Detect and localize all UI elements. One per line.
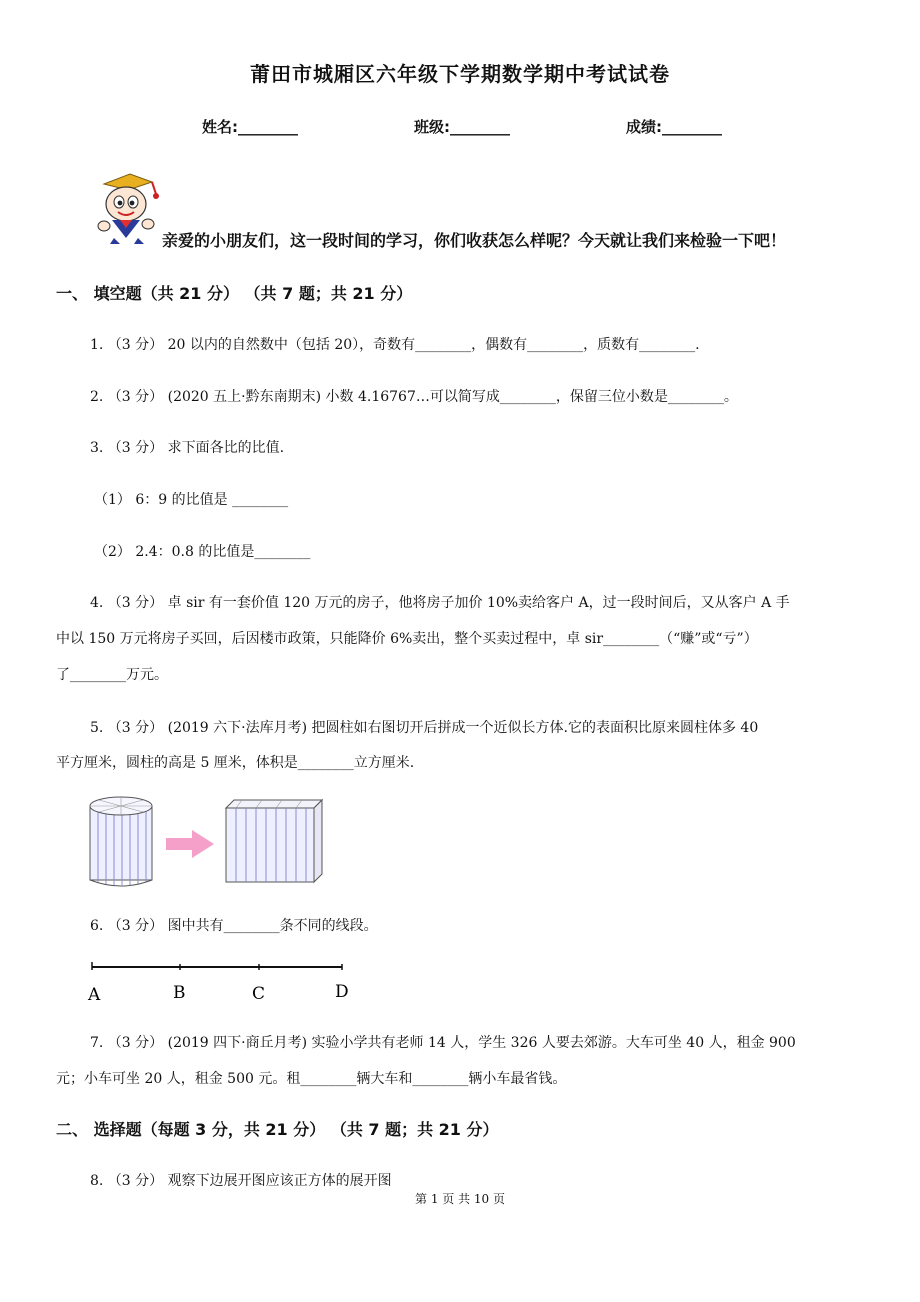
point-d-label: D — [335, 982, 349, 1002]
question-4-line-1: 4. （3 分） 卓 sir 有一套价值 120 万元的房子，他将房子加价 10%卖给客户 A，过一段时间后，又从客户 A 手 — [90, 595, 790, 611]
score-field-label: 成绩:________ — [626, 118, 722, 136]
question-3-part-1: （1） 6：9 的比值是 ________ — [94, 492, 289, 508]
question-4-line-3: 了________万元。 — [56, 667, 168, 683]
question-3: 3. （3 分） 求下面各比的比值. — [90, 440, 285, 456]
question-5-line-1: 5. （3 分） (2019 六下·法库月考) 把圆柱如右图切开后拼成一个近似长方体.它的表面积比原来圆柱体多 40 — [90, 720, 759, 736]
page-footer: 第 1 页 共 10 页 — [415, 1192, 505, 1206]
page-title: 莆田市城厢区六年级下学期数学期中考试试卷 — [250, 62, 670, 86]
class-field-label: 班级:________ — [414, 118, 510, 136]
point-c-label: C — [252, 984, 266, 1004]
section-fill-blank-title: 一、 填空题（共 21 分） （共 7 题；共 21 分） — [56, 284, 413, 303]
mascot-illustration — [90, 168, 164, 244]
cylinder-shape — [90, 797, 152, 886]
question-8: 8. （3 分） 观察下边展开图应该正方体的展开图 — [90, 1173, 392, 1189]
question-6: 6. （3 分） 图中共有________条不同的线段。 — [90, 918, 378, 934]
question-1: 1. （3 分） 20 以内的自然数中（包括 20），奇数有________，偶数有________，质数有________. — [90, 337, 700, 353]
cylinder-cuboid-figure — [86, 792, 326, 890]
cuboid-shape — [226, 800, 322, 882]
name-field-label: 姓名:________ — [202, 118, 298, 136]
question-7-line-1: 7. （3 分） (2019 四下·商丘月考) 实验小学共有老师 14 人，学生 326 人要去郊游。大车可坐 40 人，租金 900 — [90, 1035, 796, 1051]
section-multiple-choice-title: 二、 选择题（每题 3 分，共 21 分） （共 7 题；共 21 分） — [56, 1120, 499, 1139]
question-3-part-2: （2） 2.4：0.8 的比值是________ — [94, 544, 311, 560]
point-b-label: B — [173, 983, 186, 1003]
question-5-line-2: 平方厘米，圆柱的高是 5 厘米，体积是________立方厘米. — [56, 755, 415, 771]
point-a-label: A — [88, 985, 101, 1005]
arrow-shape — [166, 830, 214, 858]
greeting-text: 亲爱的小朋友们，这一段时间的学习，你们收获怎么样呢？今天就让我们来检验一下吧！ — [162, 231, 787, 250]
question-7-line-2: 元；小车可坐 20 人，租金 500 元。租________辆大车和________辆小车最省钱。 — [56, 1071, 567, 1087]
question-4-line-2: 中以 150 万元将房子买回，后因楼市政策，只能降价 6%卖出，整个买卖过程中，卓 sir________（“赚”或“亏”） — [56, 631, 758, 647]
question-2: 2. （3 分） (2020 五上·黔东南期末) 小数 4.16767…可以简写成________，保留三位小数是________。 — [90, 389, 738, 405]
line-segment-figure — [86, 956, 356, 1006]
